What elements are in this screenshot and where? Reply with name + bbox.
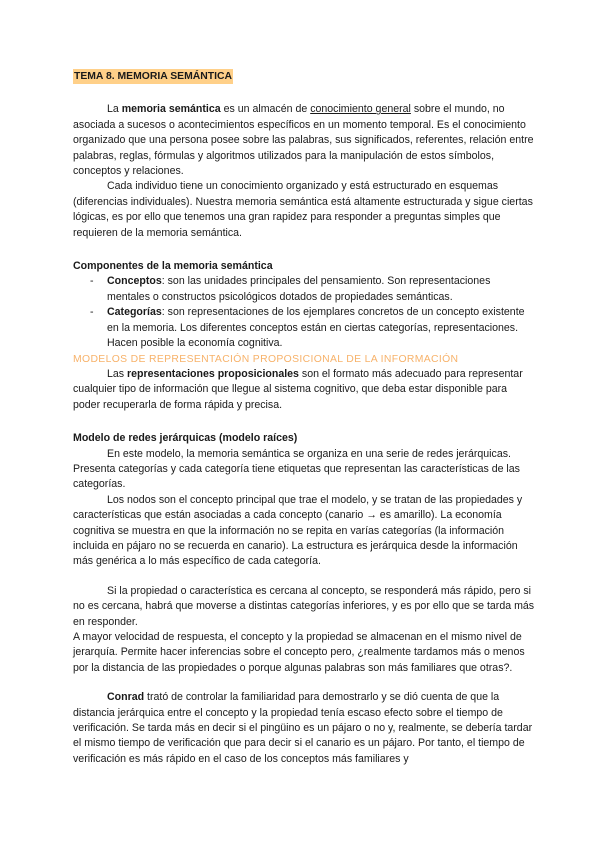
network-paragraph-4: A mayor velocidad de respuesta, el concepto y la propiedad se almacenan en el mismo nivel de jerarquía. Permite hacer inferencias sobre el concepto pero, ¿realmente tardamos más o menos por la distancia de las propiedades o porque algunas palabras son más familiares que otras?.: [73, 631, 525, 674]
network-paragraph-1: En este modelo, la memoria semántica se organiza en una serie de redes jerárquicas. Presenta categorías y cada categoría tiene etiquetas que representan las características de las categorías.: [73, 447, 520, 491]
network-paragraph-2: Los nodos son el concepto principal que trae el modelo, y se tratan de las propiedades y características que están asociadas a cada concepto (canario → es amarillo). La economía cognitiva se muestra en que la información no se repita en varías categorías (la información incluida en pájaro no se recuerda en canario). La estructura es jerárquica desde la información más genérica a lo más específico de cada categoría.: [73, 493, 523, 568]
models-section-heading: MODELOS DE REPRESENTACIÓN PROPOSICIONAL DE LA INFORMACIÓN: [73, 353, 459, 365]
network-paragraph-3: Si la propiedad o característica es cercana al concepto, se responderá más rápido, pero si no es cercana, habrá que moverse a distintas categorías inferiores, y es por ello que se tarda más en responder.: [73, 584, 535, 628]
text-run: : son representaciones de los ejemplares concretos de un concepto existente en la memoria. Los diferentes conceptos están en ciertas categorías, representaciones. Hacen posible la economía cognitiva.: [107, 306, 525, 350]
components-heading: Componentes de la memoria semántica: [73, 260, 273, 273]
text-run: La: [107, 103, 122, 116]
list-item: [73, 274, 535, 305]
network-paragraph-5: [73, 690, 535, 767]
bold-term: memoria semántica: [121, 103, 221, 116]
network-model-heading: Modelo de redes jerárquicas (modelo raíces): [73, 432, 298, 445]
bold-term: Conceptos: [107, 275, 162, 288]
bold-term: Categorías: [107, 306, 162, 319]
list-item: [73, 305, 535, 351]
text-run: trató de controlar la familiaridad para demostrarlo y se dió cuenta de que la distancia jerárquica entre el concepto y la propiedad tenía escaso efecto sobre el tiempo de verificación. Se tarda más en decir si el pingüino es un pájaro o no y, realmente, se debería tardar el mismo tiempo de verificación que para decir si el canario es un pájaro. Por tanto, el tiempo de verificación es más rápido en el caso de los conceptos más familiares y: [73, 691, 533, 765]
intro-paragraph-1: [73, 102, 535, 179]
text-run: es un almacén de: [220, 103, 311, 116]
text-run: Las: [107, 367, 128, 380]
list-dash: -: [90, 306, 94, 319]
underlined-term: conocimiento general: [310, 103, 411, 116]
models-paragraph-1: [73, 367, 535, 413]
page-title-row: [73, 69, 535, 84]
text-run: sobre el mundo, no asociada a sucesos o acontecimientos específicos en un momento temporal. Es el conocimiento organizado que una persona posee sobre las palabras, sus significados, referentes, relación entre palabras, reglas, fórmulas y algoritmos utilizados para la manipulación de estos símbolos, conceptos y relaciones.: [73, 103, 534, 178]
list-dash: -: [90, 275, 94, 288]
document-body: [73, 69, 535, 767]
text-run: son el formato más adecuado para representar cualquier tipo de información que llegue al sistema cognitivo, que deba estar disponible para poder recuperarla de forma rápida y precisa.: [73, 367, 523, 411]
bold-term: representaciones proposicionales: [127, 367, 299, 380]
components-list: [73, 274, 535, 351]
bold-term: Conrad: [107, 691, 145, 704]
intro-paragraph-2: Cada individuo tiene un conocimiento organizado y está estructurado en esquemas (diferencias individuales). Nuestra memoria semántica está altamente estructurada y sigue ciertas lógicas, es por ello que tenemos una gran rapidez para responder a preguntas simples que requieren de la memoria semántica.: [73, 180, 533, 239]
text-run: : son las unidades principales del pensamiento. Son representaciones mentales o constructos psicológicos dotados de propiedades semánticas.: [107, 275, 491, 303]
page-title: TEMA 8. MEMORIA SEMÁNTICA: [74, 71, 232, 82]
